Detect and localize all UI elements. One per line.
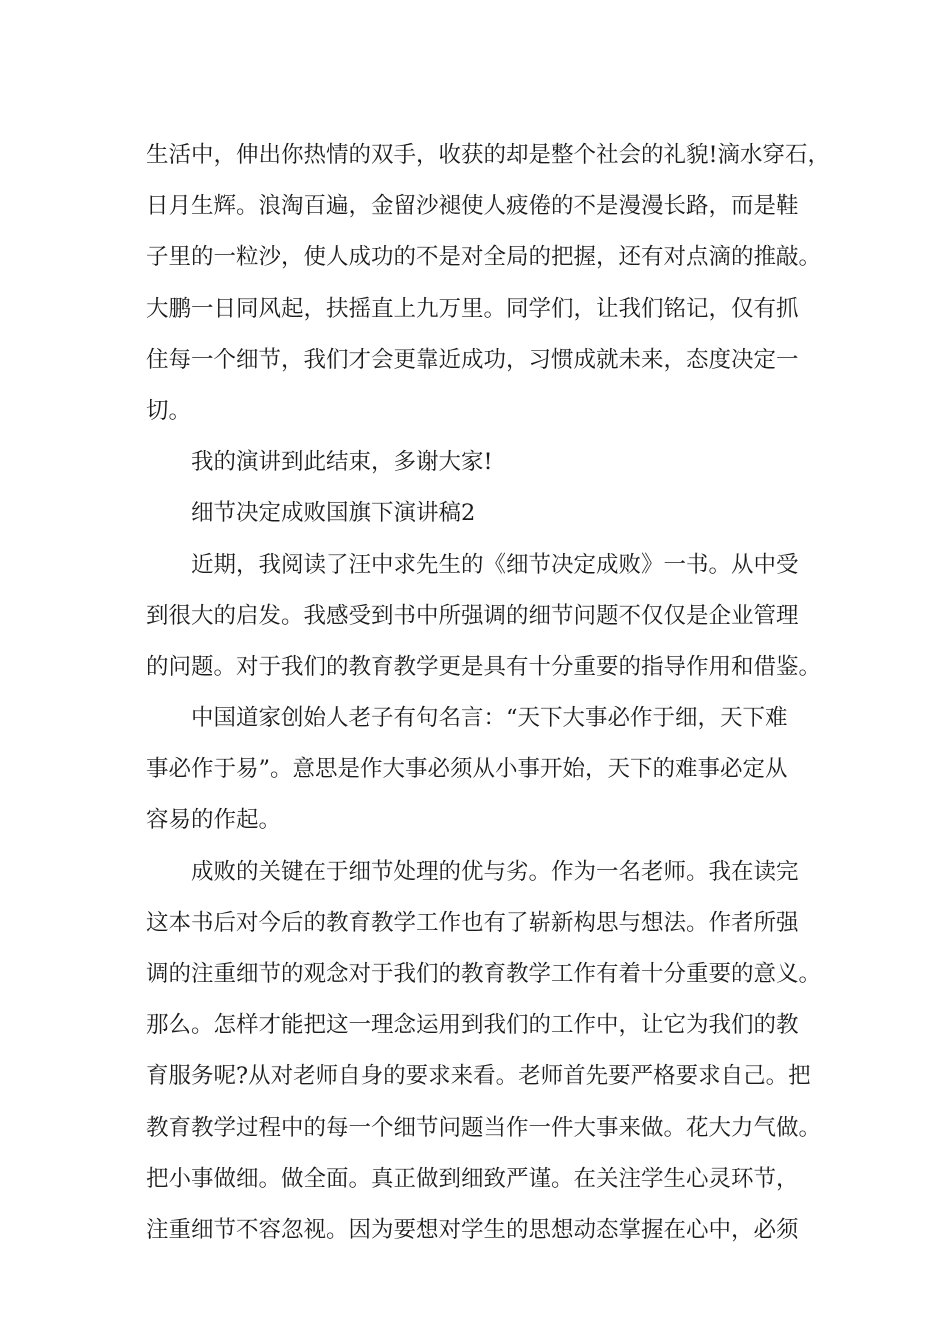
text-line: 生活中，伸出你热情的双手，收获的却是整个社会的礼貌!滴水穿石，: [146, 142, 831, 168]
text-line: 容易的作起。: [146, 807, 282, 834]
text-line: 近期，我阅读了汪中求先生的《细节决定成败》一书。从中受: [191, 551, 799, 578]
text-line: 的问题。对于我们的教育教学更是具有十分重要的指导作用和借鉴。: [146, 653, 822, 680]
text-line: 中国道家创始人老子有句名言：“天下大事必作于细，天下难: [191, 705, 788, 732]
text-line: 成败的关键在于细节处理的优与劣。作为一名老师。我在读完: [191, 858, 799, 885]
text-line: 日月生辉。浪淘百遍，金留沙褪使人疲倦的不是漫漫长路，而是鞋: [146, 193, 799, 220]
text-line: 注重细节不容忽视。因为要想对学生的思想动态掌握在心中，必须: [146, 1216, 799, 1243]
text-line: 把小事做细。做全面。真正做到细致严谨。在关注学生心灵环节，: [146, 1165, 799, 1192]
text-line: 这本书后对今后的教育教学工作也有了崭新构思与想法。作者所强: [146, 909, 799, 936]
text-line: 子里的一粒沙，使人成功的不是对全局的把握，还有对点滴的推敲。: [146, 244, 822, 271]
text-line: 住每一个细节，我们才会更靠近成功，习惯成就未来，态度决定一: [146, 346, 799, 373]
text-line: 调的注重细节的观念对于我们的教育教学工作有着十分重要的意义。: [146, 961, 822, 987]
text-line: 大鹏一日同风起，扶摇直上九万里。同学们，让我们铭记，仅有抓: [146, 295, 799, 322]
text-line: 事必作于易”。意思是作大事必须从小事开始，天下的难事必定从: [146, 756, 788, 783]
section-title: 细节决定成败国旗下演讲稿2: [191, 500, 476, 527]
text-line: 育服务呢?从对老师自身的要求来看。老师首先要严格要求自己。把: [146, 1063, 811, 1090]
closing-remark: 我的演讲到此结束，多谢大家!: [191, 449, 493, 476]
document-body: [146, 130, 831, 1256]
text-line: 那么。怎样才能把这一理念运用到我们的工作中，让它为我们的教: [146, 1012, 799, 1039]
text-line: 切。: [146, 397, 192, 424]
text-line: 到很大的启发。我感受到书中所强调的细节问题不仅仅是企业管理: [146, 602, 799, 629]
text-line: 教育教学过程中的每一个细节问题当作一件大事来做。花大力气做。: [146, 1114, 822, 1141]
